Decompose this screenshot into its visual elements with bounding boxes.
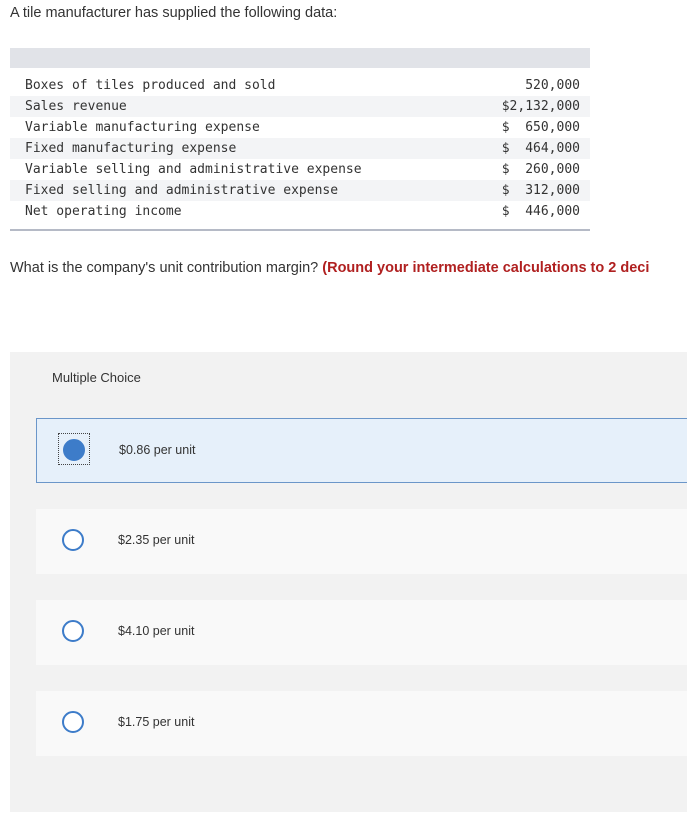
table-row	[10, 201, 590, 222]
question-text	[10, 260, 649, 276]
table-row	[10, 180, 590, 201]
choice-label: $0.86 per unit	[119, 443, 196, 457]
table-padding	[10, 222, 590, 229]
intro-text: A tile manufacturer has supplied the following data:	[10, 5, 338, 21]
row-value: $2,132,000	[501, 99, 580, 114]
radio-selected-icon[interactable]	[63, 439, 85, 461]
radio-empty-icon[interactable]	[62, 620, 84, 642]
table-row	[10, 75, 590, 96]
row-value: $ 464,000	[501, 141, 580, 156]
data-table	[10, 48, 590, 231]
choice-option[interactable]	[36, 600, 687, 665]
table-row	[10, 117, 590, 138]
multiple-choice-title: Multiple Choice	[52, 370, 141, 385]
choice-option[interactable]	[36, 418, 687, 483]
row-label: Net operating income	[25, 204, 182, 219]
row-label: Fixed selling and administrative expense	[25, 183, 339, 198]
row-value: $ 650,000	[501, 120, 580, 135]
table-row	[10, 96, 590, 117]
choice-option[interactable]	[36, 691, 687, 756]
row-label: Variable manufacturing expense	[25, 120, 260, 135]
table-row	[10, 138, 590, 159]
table-padding	[10, 68, 590, 75]
choice-label: $4.10 per unit	[118, 624, 195, 638]
question-body: What is the company's unit contribution margin?	[10, 260, 319, 276]
row-label: Variable selling and administrative expense	[25, 162, 362, 177]
row-label: Boxes of tiles produced and sold	[25, 78, 276, 93]
row-value: $ 446,000	[501, 204, 580, 219]
rounding-note: (Round your intermediate calculations to 2 deci	[322, 260, 650, 276]
choice-label: $1.75 per unit	[118, 715, 195, 729]
row-value: 520,000	[525, 78, 580, 93]
table-row	[10, 159, 590, 180]
row-label: Sales revenue	[25, 99, 127, 114]
choice-option[interactable]	[36, 509, 687, 574]
multiple-choice-panel	[10, 352, 687, 812]
choice-label: $2.35 per unit	[118, 533, 195, 547]
radio-empty-icon[interactable]	[62, 711, 84, 733]
radio-empty-icon[interactable]	[62, 529, 84, 551]
row-value: $ 260,000	[501, 162, 580, 177]
row-value: $ 312,000	[501, 183, 580, 198]
row-label: Fixed manufacturing expense	[25, 141, 237, 156]
